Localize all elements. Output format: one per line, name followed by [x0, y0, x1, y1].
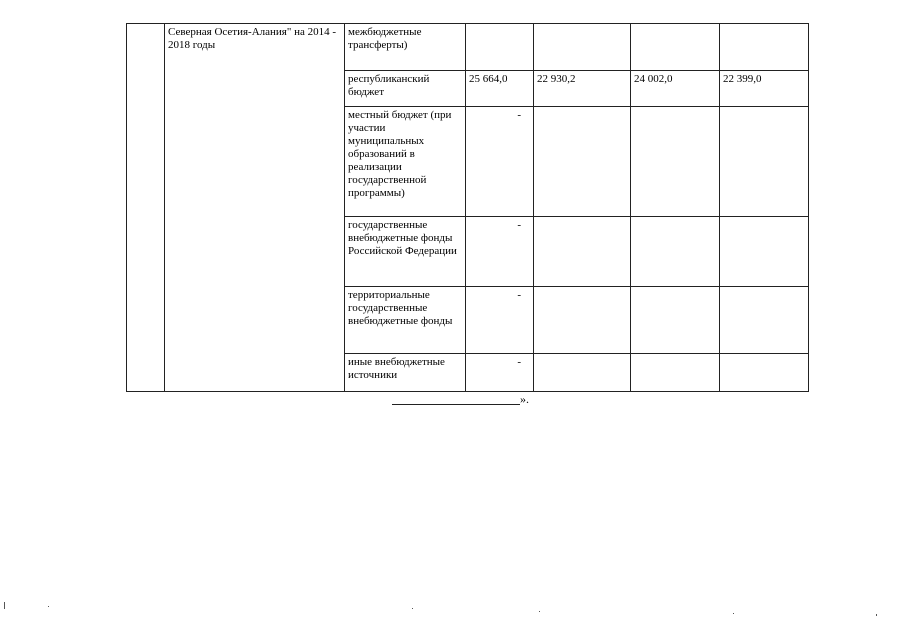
source-cell: иные внебюджетные источники — [345, 354, 466, 392]
value-cell — [534, 287, 631, 354]
scan-speck — [48, 606, 49, 607]
closing-underline — [392, 394, 520, 405]
value-cell: 25 664,0 — [466, 71, 534, 107]
value-cell — [631, 24, 720, 71]
value-cell — [631, 107, 720, 217]
scan-speck — [876, 614, 877, 616]
row-number-cell — [127, 24, 165, 392]
value-cell: 22 399,0 — [720, 71, 809, 107]
program-name-cell: Северная Осетия-Алания" на 2014 - 2018 годы — [165, 24, 345, 392]
value-cell — [631, 354, 720, 392]
value-cell — [534, 354, 631, 392]
value-cell — [720, 24, 809, 71]
value-cell: 24 002,0 — [631, 71, 720, 107]
scan-speck — [412, 608, 413, 609]
value-cell: 22 930,2 — [534, 71, 631, 107]
value-cell — [534, 107, 631, 217]
source-cell: государственные внебюджетные фонды Российской Федерации — [345, 217, 466, 287]
value-cell — [534, 217, 631, 287]
value-cell — [720, 217, 809, 287]
closing-mark: ». — [520, 392, 529, 406]
source-cell: межбюджетные трансферты) — [345, 24, 466, 71]
value-cell — [720, 354, 809, 392]
source-cell: местный бюджет (при участии муниципальных образований в реализации государственной программы) — [345, 107, 466, 217]
table-row — [127, 24, 809, 71]
value-cell: - — [466, 354, 534, 392]
scan-speck — [4, 602, 5, 609]
value-cell — [631, 217, 720, 287]
value-cell — [631, 287, 720, 354]
value-cell: - — [466, 107, 534, 217]
value-cell — [720, 107, 809, 217]
funding-table — [126, 23, 809, 392]
value-cell — [466, 24, 534, 71]
source-cell: республиканский бюджет — [345, 71, 466, 107]
scan-speck — [733, 613, 734, 614]
value-cell — [720, 287, 809, 354]
value-cell — [534, 24, 631, 71]
value-cell: - — [466, 217, 534, 287]
value-cell: - — [466, 287, 534, 354]
scan-speck — [539, 611, 540, 612]
source-cell: территориальные государственные внебюджетные фонды — [345, 287, 466, 354]
